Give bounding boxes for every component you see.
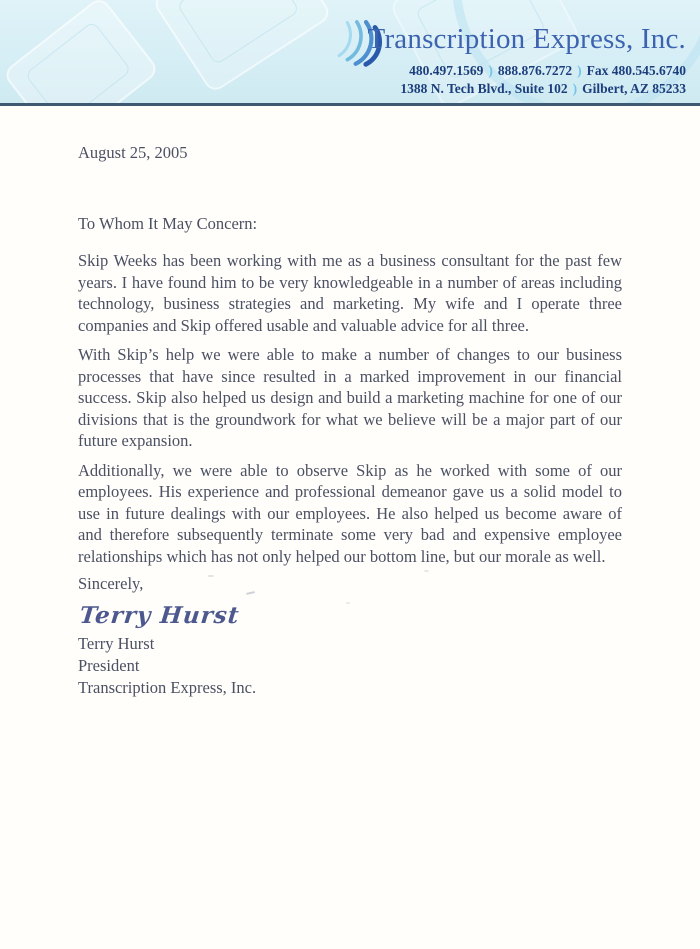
company-name: Transcription Express, Inc. [367, 23, 686, 55]
closing: Sincerely, [78, 574, 144, 593]
separator-glyph: ) [577, 63, 582, 78]
separator-glyph: ) [572, 81, 578, 96]
letter-paragraph: Skip Weeks has been working with me as a business consultant for the past few years. I have found him to be very knowledgeable in a number of areas including technology, business strategies and marketing. My wife and I operate three companies and Skip offered usable and valuable advice for all three. [78, 251, 622, 335]
phone-toll-free: 888.876.7272 [497, 63, 573, 78]
letter-date: August 25, 2005 [78, 143, 188, 162]
salutation: To Whom It May Concern: [78, 213, 258, 233]
scan-artifact [346, 602, 350, 604]
city-state-zip: Gilbert, AZ 85233 [582, 81, 686, 96]
letterhead [0, 0, 700, 106]
signer-block [78, 633, 622, 699]
scan-artifact [208, 575, 214, 577]
letter-body [0, 142, 700, 699]
watermark-cassette-icon [2, 0, 160, 106]
handwritten-signature: Terry Hurst [78, 601, 241, 629]
signer-title: President [78, 655, 140, 675]
letter-paragraph: With Skip’s help we were able to make a number of changes to our business processes that have since resulted in a marked improvement in our financial success. Skip also helped us design and build a marketing machine for one of our divisions that is the groundwork for what we believe will be a major part of our future expansion. [78, 345, 622, 450]
contact-address-line [400, 80, 686, 98]
signer-name: Terry Hurst [78, 633, 155, 653]
contact-info [400, 62, 686, 98]
signer-company: Transcription Express, Inc. [78, 677, 257, 697]
watermark-cassette-icon [151, 0, 333, 94]
street-address: 1388 N. Tech Blvd., Suite 102 [400, 81, 568, 96]
letter-paragraph: Additionally, we were able to observe Skip as he worked with some of our employees. His experience and professional demeanor gave us a solid model to use in future dealings with our employees. He also helped us become aware of and therefore subsequently terminate some very bad and expensive employee relationships which has not only helped our bottom line, but our morale as well. [78, 460, 622, 566]
contact-phone-line [400, 62, 686, 80]
fax-number: Fax 480.545.6740 [586, 63, 686, 78]
separator-glyph: ) [488, 63, 493, 78]
phone-local: 480.497.1569 [409, 63, 484, 78]
